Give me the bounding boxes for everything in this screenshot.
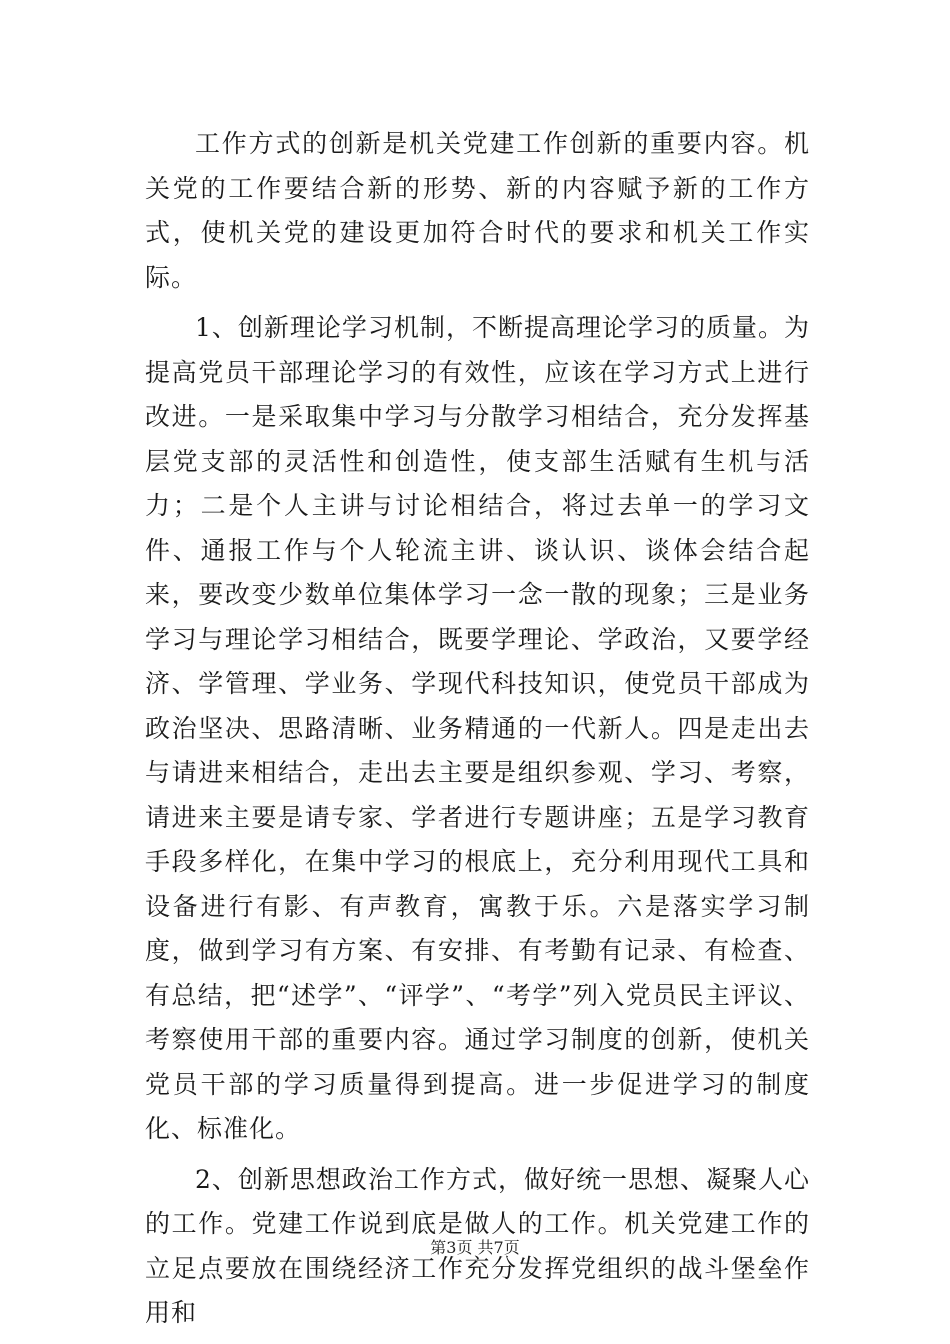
paragraph-intro: 工作方式的创新是机关党建工作创新的重要内容。机关党的工作要结合新的形势、新的内容赋予新的工作方式，使机关党的建设更加符合时代的要求和机关工作实际。 bbox=[145, 129, 810, 292]
page-number-footer: 第3页 共7页 bbox=[430, 1238, 520, 1257]
paragraph-theory-study: 1、创新理论学习机制，不断提高理论学习的质量。为提高党员干部理论学习的有效性，应该在学习方式上进行改进。一是采取集中学习与分散学习相结合，充分发挥基层党支部的灵活性和创造性，使支部生活赋有生机与活力；二是个人主讲与讨论相结合，将过去单一的学习文件、通报工作与个人轮流主讲、谈认识、谈体会结合起来，要改变少数单位集体学习一念一散的现象；三是业务学习与理论学习相结合，既要学理论、学政治，又要学经济、学管理、学业务、学现代科技知识，使党员干部成为政治坚决、思路清晰、业务精通的一代新人。四是走出去与请进来相结合，走出去主要是组织参观、学习、考察，请进来主要是请专家、学者进行专题讲座；五是学习教育手段多样化，在集中学习的根底上，充分利用现代工具和设备进行有影、有声教育，寓教于乐。六是落实学习制度，做到学习有方案、有安排、有考勤有记录、有检查、有总结，把“述学”、“评学”、“考学”列入党员民主评议、考察使用干部的重要内容。通过学习制度的创新，使机关党员干部的学习质量得到提高。进一步促进学习的制度化、标准化。 bbox=[145, 313, 810, 1143]
paragraph-ideological-work: 2、创新思想政治工作方式，做好统一思想、凝聚人心的工作。党建工作说到底是做人的工作。机关党建工作的立足点要放在围绕经济工作充分发挥党组织的战斗堡垒作用和 bbox=[145, 1164, 810, 1327]
document-body bbox=[145, 122, 810, 1342]
